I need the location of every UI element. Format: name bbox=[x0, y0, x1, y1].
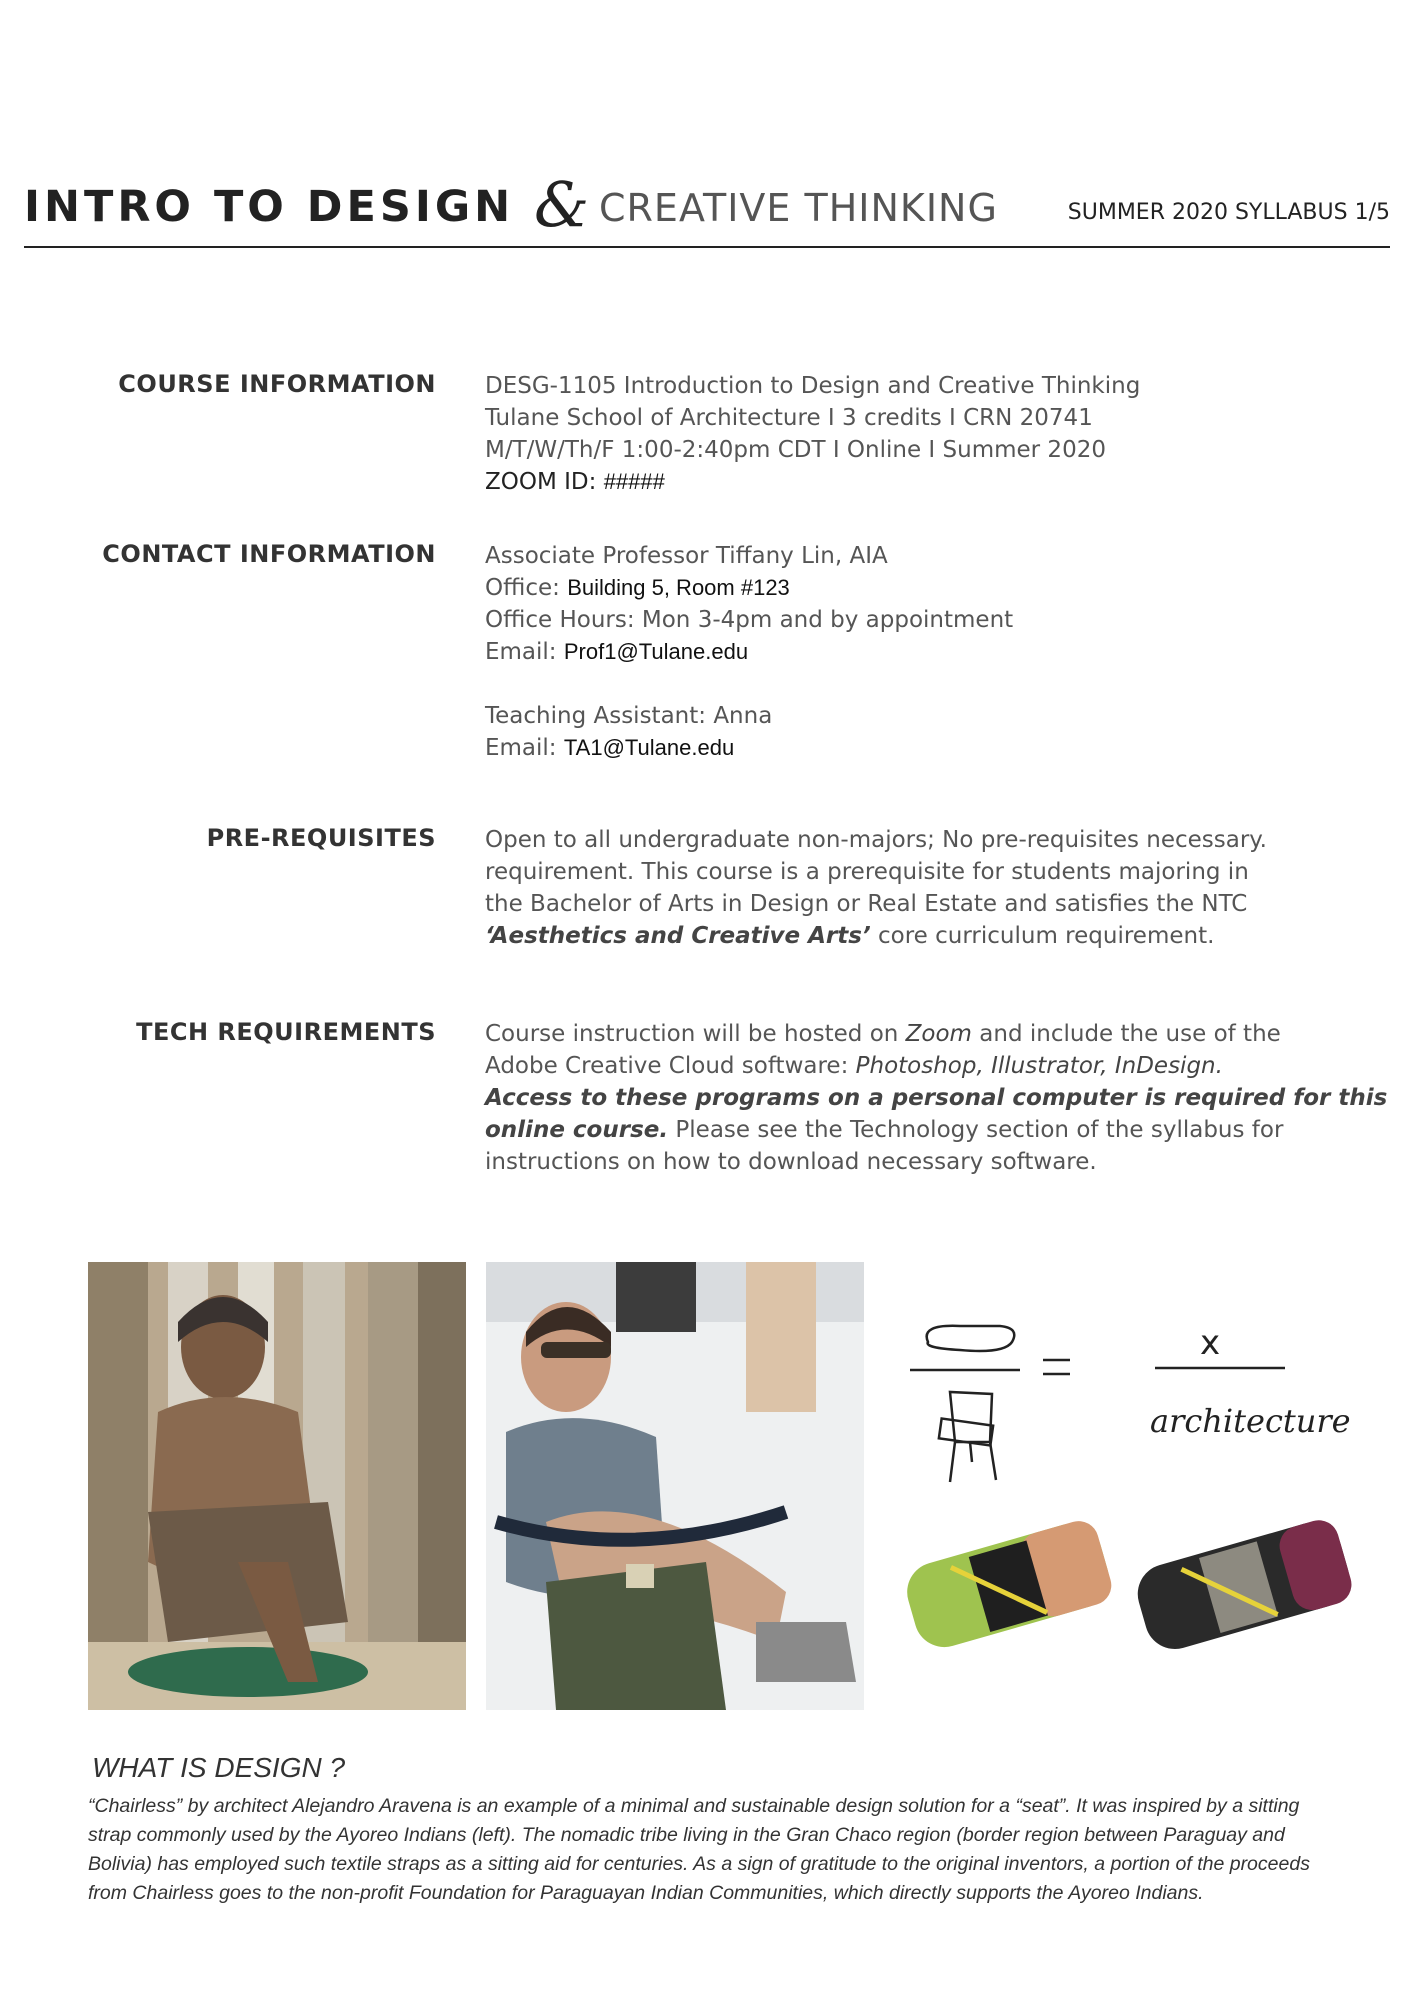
zoom-software: Zoom bbox=[905, 1021, 972, 1047]
ta-email-label: Email: bbox=[485, 735, 557, 761]
design-images bbox=[88, 1262, 1378, 1712]
professor-email-link[interactable]: Prof1@Tulane.edu bbox=[563, 639, 749, 664]
page-header bbox=[24, 168, 1390, 248]
prereq-line-rest: core curriculum requirement. bbox=[870, 923, 1215, 949]
course-line: DESG-1105 Introduction to Design and Creative Thinking bbox=[485, 373, 1141, 399]
zoom-id-label: ZOOM ID: bbox=[485, 469, 597, 495]
access-requirement: online course. bbox=[485, 1117, 669, 1143]
tech-text: Please see the Technology section of the syllabus for bbox=[668, 1117, 1284, 1143]
course-line: Tulane School of Architecture I 3 credits I CRN 20741 bbox=[485, 405, 1093, 431]
prereq-line: Open to all undergraduate non-majors; No pre-requisites necessary. bbox=[485, 827, 1267, 853]
course-information-content bbox=[485, 370, 1315, 498]
office-label: Office: bbox=[485, 575, 560, 601]
teaching-assistant: Teaching Assistant: Anna bbox=[485, 703, 773, 729]
professor-email-line bbox=[485, 636, 1315, 668]
sketch-x-mark: x bbox=[1200, 1323, 1221, 1363]
access-requirement: Access to these programs on a personal computer is required for this bbox=[485, 1085, 1388, 1111]
syllabus-page-label: SUMMER 2020 SYLLABUS 1/5 bbox=[1067, 200, 1390, 225]
chairless-user-photo bbox=[486, 1262, 864, 1710]
tech-text: Course instruction will be hosted on bbox=[485, 1021, 906, 1047]
course-information-label: COURSE INFORMATION bbox=[118, 370, 436, 398]
professor-name: Associate Professor Tiffany Lin, AIA bbox=[485, 543, 888, 569]
tech-line bbox=[485, 1018, 1315, 1050]
what-is-design-title: WHAT IS DESIGN ? bbox=[92, 1752, 346, 1783]
prereq-line: the Bachelor of Arts in Design or Real Estate and satisfies the NTC bbox=[485, 891, 1248, 917]
contact-information-content bbox=[485, 540, 1315, 764]
office-value: Building 5, Room #123 bbox=[567, 575, 790, 600]
prerequisites-content bbox=[485, 824, 1315, 952]
caption-line: strap commonly used by the Ayoreo Indians (left). The nomadic tribe living in the Gran Chaco region (border region between Paraguay and bbox=[88, 1824, 1285, 1846]
title-intro-to-design: INTRO TO DESIGN bbox=[24, 182, 515, 232]
email-label: Email: bbox=[485, 639, 557, 665]
sketch-word: architecture bbox=[1150, 1402, 1351, 1440]
prereq-line bbox=[485, 920, 1315, 952]
office-hours: Office Hours: Mon 3-4pm and by appointment bbox=[485, 607, 1014, 633]
adobe-programs: Photoshop, Illustrator, InDesign. bbox=[855, 1053, 1223, 1079]
caption-line: “Chairless” by architect Alejandro Aravena is an example of a minimal and sustainable design solution for a “seat”. It was inspired by a sitting bbox=[88, 1795, 1300, 1817]
caption-line: from Chairless goes to the non-profit Foundation for Paraguayan Indian Communities, which directly supports the Ayoreo Indians. bbox=[88, 1882, 1204, 1904]
tech-text: Adobe Creative Cloud software: bbox=[485, 1053, 856, 1079]
tech-requirements-content bbox=[485, 1018, 1388, 1178]
tech-line bbox=[485, 1114, 1315, 1146]
office-line bbox=[485, 572, 1315, 604]
zoom-id-line bbox=[485, 466, 1315, 498]
title-creative-thinking: CREATIVE THINKING bbox=[599, 186, 998, 230]
prereq-line: requirement. This course is a prerequisite for students majoring in bbox=[485, 859, 1249, 885]
zoom-id-value: ##### bbox=[603, 469, 665, 494]
ta-email-line bbox=[485, 732, 1315, 764]
course-line: M/T/W/Th/F 1:00-2:40pm CDT I Online I Summer 2020 bbox=[485, 437, 1106, 463]
ta-email-link[interactable]: TA1@Tulane.edu bbox=[563, 735, 735, 760]
tech-line bbox=[485, 1082, 1388, 1114]
chairless-sketch-and-straps bbox=[900, 1262, 1378, 1710]
core-curriculum-name: ‘Aesthetics and Creative Arts’ bbox=[485, 923, 871, 949]
title-ampersand: & bbox=[534, 168, 590, 241]
caption-line: Bolivia) has employed such textile straps as a sitting aid for centuries. As a sign of gratitude to the original inventors, a portion of the proceeds bbox=[88, 1853, 1310, 1875]
tech-line bbox=[485, 1050, 1315, 1082]
tech-line: instructions on how to download necessary software. bbox=[485, 1149, 1097, 1175]
prerequisites-label: PRE-REQUISITES bbox=[206, 824, 436, 852]
tech-text: and include the use of the bbox=[971, 1021, 1281, 1047]
contact-information-label: CONTACT INFORMATION bbox=[102, 540, 436, 568]
ayoreo-photo bbox=[88, 1262, 466, 1710]
what-is-design-caption bbox=[88, 1792, 1388, 1908]
tech-requirements-label: TECH REQUIREMENTS bbox=[136, 1018, 436, 1046]
